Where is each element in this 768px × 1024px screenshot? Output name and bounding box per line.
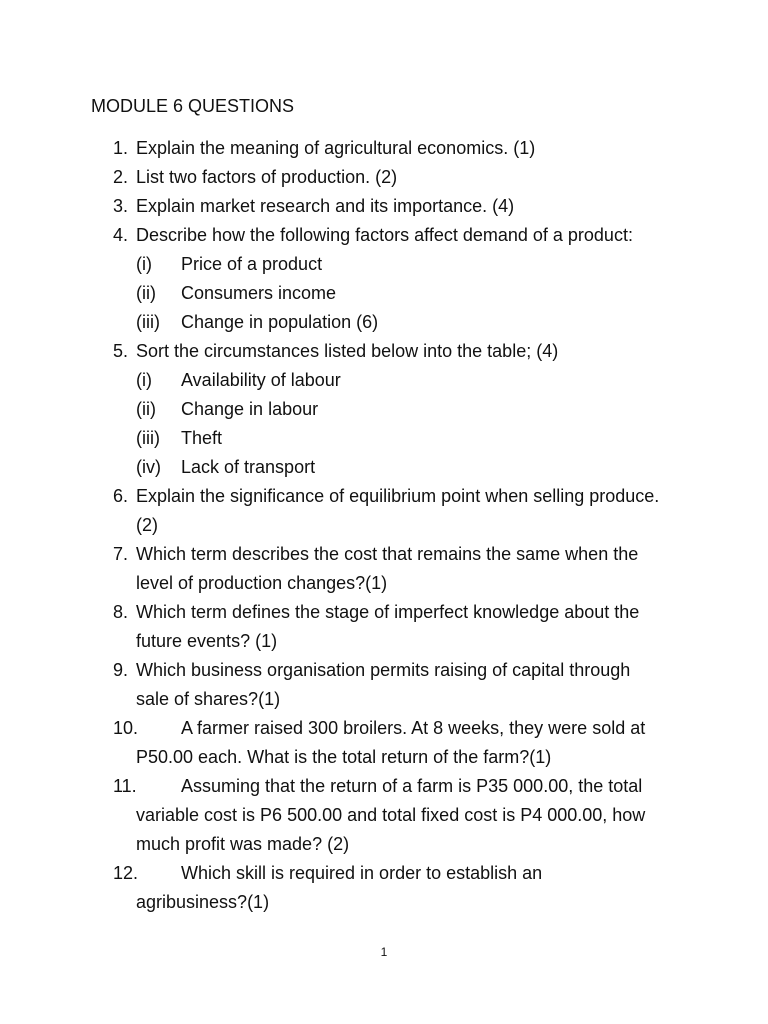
sub-item	[0, 424, 768, 453]
question-text: variable cost is P6 500.00 and total fixed cost is P4 000.00, how	[136, 805, 646, 825]
question-item	[0, 656, 768, 685]
sub-item-text: Change in labour	[181, 399, 319, 419]
question-text: Assuming that the return of a farm is P35 000.00, the total	[181, 776, 643, 796]
question-number: 8.	[112, 602, 128, 622]
question-number: 3.	[112, 196, 128, 216]
question-text: A farmer raised 300 broilers. At 8 weeks, they were sold at	[181, 718, 646, 738]
question-continuation	[0, 627, 768, 656]
sub-item-number: (iii)	[136, 312, 160, 332]
question-number: 2.	[112, 167, 128, 187]
question-text: P50.00 each. What is the total return of the farm?(1)	[136, 747, 552, 767]
sub-item	[0, 308, 768, 337]
question-item	[0, 134, 768, 163]
question-text: agribusiness?(1)	[136, 892, 270, 912]
question-text: Sort the circumstances listed below into the table; (4)	[136, 341, 559, 361]
question-text: sale of shares?(1)	[136, 689, 281, 709]
question-text: Explain the meaning of agricultural economics. (1)	[136, 138, 536, 158]
question-continuation	[0, 830, 768, 859]
question-continuation	[0, 888, 768, 917]
question-number: 7.	[112, 544, 128, 564]
document-title: MODULE 6 QUESTIONS	[91, 96, 295, 116]
question-continuation	[0, 685, 768, 714]
sub-item	[0, 395, 768, 424]
question-continuation	[0, 801, 768, 830]
sub-item-text: Change in population (6)	[181, 312, 379, 332]
sub-item-number: (i)	[136, 254, 152, 274]
question-text: level of production changes?(1)	[136, 573, 388, 593]
question-number: 11.	[113, 776, 137, 796]
question-text: Explain the significance of equilibrium point when selling produce.	[136, 486, 660, 506]
question-item	[0, 598, 768, 627]
sub-item-number: (ii)	[136, 283, 156, 303]
sub-item-number: (iii)	[136, 428, 160, 448]
question-text: future events? (1)	[136, 631, 278, 651]
question-number: 4.	[112, 225, 128, 245]
question-text: (2)	[136, 515, 158, 535]
sub-item-text: Theft	[181, 428, 223, 448]
question-text: Which term describes the cost that remains the same when the	[136, 544, 639, 564]
question-text: Which business organisation permits raising of capital through	[136, 660, 631, 680]
question-number: 6.	[112, 486, 128, 506]
sub-item	[0, 366, 768, 395]
question-number: 12.	[113, 863, 139, 883]
question-number: 9.	[112, 660, 128, 680]
sub-item-text: Lack of transport	[181, 457, 316, 477]
sub-item-text: Availability of labour	[181, 370, 341, 390]
question-text: Describe how the following factors affect demand of a product:	[136, 225, 633, 245]
question-item	[0, 482, 768, 511]
question-number: 5.	[112, 341, 128, 361]
sub-item	[0, 250, 768, 279]
question-item	[0, 540, 768, 569]
question-continuation	[0, 511, 768, 540]
sub-item-text: Consumers income	[181, 283, 337, 303]
question-number: 10.	[113, 718, 139, 738]
sub-item-number: (ii)	[136, 399, 156, 419]
sub-item-number: (iv)	[136, 457, 161, 477]
sub-item-number: (i)	[136, 370, 152, 390]
question-item	[0, 337, 768, 366]
question-item	[0, 192, 768, 221]
question-continuation	[0, 569, 768, 598]
question-item	[0, 163, 768, 192]
question-text: List two factors of production. (2)	[136, 167, 398, 187]
question-text: Which term defines the stage of imperfect knowledge about the	[136, 602, 640, 622]
question-number: 1.	[112, 138, 128, 158]
page-number: 1	[380, 945, 388, 959]
question-text: Which skill is required in order to establish an	[181, 863, 543, 883]
question-item	[0, 859, 768, 888]
sub-item	[0, 279, 768, 308]
question-text: much profit was made? (2)	[136, 834, 350, 854]
question-continuation	[0, 743, 768, 772]
sub-item-text: Price of a product	[181, 254, 323, 274]
question-item	[0, 772, 768, 801]
question-item	[0, 221, 768, 250]
question-item	[0, 714, 768, 743]
question-text: Explain market research and its importance. (4)	[136, 196, 515, 216]
sub-item	[0, 453, 768, 482]
